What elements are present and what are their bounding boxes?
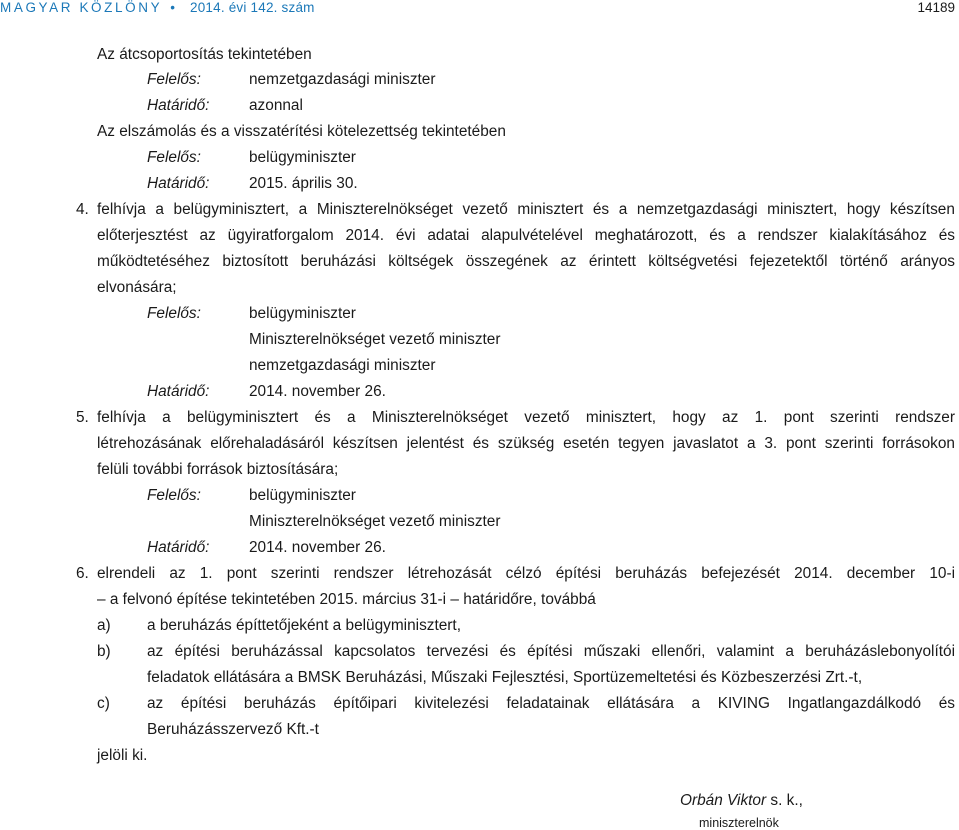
- page-header: [0, 0, 959, 24]
- item-number: 6.: [76, 565, 89, 582]
- responsible-value: belügyminiszter: [249, 487, 356, 504]
- journal-title: [0, 0, 315, 15]
- responsible-value: belügyminiszter: [249, 149, 356, 166]
- paragraph-line: létrehozásának előrehaladásáról készítsen jelentést és szükség esetén tegyen javaslatot a 3. pont szerinti forrásokon: [97, 435, 955, 452]
- sub-item-label: b): [97, 643, 111, 660]
- responsible-label: Felelős:: [147, 149, 201, 166]
- journal-name: MAGYAR KÖZLÖNY: [0, 0, 162, 15]
- paragraph-line: működtetéséhez biztosított beruházási költségek összegének az érintett költségvetési fejezetektől történő arányos: [97, 253, 955, 270]
- deadline-value: 2015. április 30.: [249, 175, 358, 192]
- paragraph-line: felüli további források biztosítására;: [97, 461, 339, 478]
- deadline-label: Határidő:: [147, 539, 210, 556]
- responsible-value: Miniszterelnökséget vezető miniszter: [249, 331, 501, 348]
- signatory-name: Orbán Viktor: [680, 792, 767, 809]
- paragraph-line: elrendeli az 1. pont szerinti rendszer létrehozását célzó építési beruházás befejezését 2014. december 10-i: [97, 565, 955, 582]
- sub-item-text: az építési beruházás építőipari kivitelezési feladatainak ellátására a KIVING Ingatlangazdálkodó és: [147, 695, 955, 712]
- deadline-value: 2014. november 26.: [249, 383, 386, 400]
- heading-regrouping: Az átcsoportosítás tekintetében: [97, 46, 312, 63]
- paragraph-line: elvonására;: [97, 279, 177, 296]
- sub-item-text: feladatok ellátására a BMSK Beruházási, Műszaki Fejlesztési, Sportüzemeltetési és Közbeszerzési Zrt.-t,: [147, 669, 863, 686]
- item-number: 5.: [76, 409, 89, 426]
- paragraph-line: felhívja a belügyminisztert, a Miniszterelnökséget vezető minisztert és a nemzetgazdasági minisztert, hogy készítsen: [97, 201, 955, 218]
- sub-item-label: a): [97, 617, 111, 634]
- deadline-label: Határidő:: [147, 383, 210, 400]
- responsible-value: nemzetgazdasági miniszter: [249, 71, 436, 88]
- sub-item-label: c): [97, 695, 110, 712]
- signature-block: [680, 792, 803, 810]
- heading-settlement: Az elszámolás és a visszatérítési kötelezettség tekintetében: [97, 123, 506, 140]
- sub-item-text: a beruházás építtetőjeként a belügyminisztert,: [147, 617, 461, 634]
- paragraph-line: felhívja a belügyminisztert és a Miniszterelnökséget vezető minisztert, hogy az 1. pont szerinti rendszer: [97, 409, 955, 426]
- responsible-label: Felelős:: [147, 71, 201, 88]
- closing-text: jelöli ki.: [97, 747, 148, 764]
- deadline-value: azonnal: [249, 97, 303, 114]
- deadline-label: Határidő:: [147, 175, 210, 192]
- paragraph-line: – a felvonó építése tekintetében 2015. március 31-i – határidőre, továbbá: [97, 591, 596, 608]
- journal-issue: 2014. évi 142. szám: [189, 0, 315, 15]
- item-number: 4.: [76, 201, 89, 218]
- responsible-value: nemzetgazdasági miniszter: [249, 357, 436, 374]
- deadline-label: Határidő:: [147, 97, 210, 114]
- sub-item-text: az építési beruházással kapcsolatos tervezési és építési műszaki ellenőri, valamint a beruházáslebonyolítói: [147, 643, 955, 660]
- deadline-value: 2014. november 26.: [249, 539, 386, 556]
- header-bullet: •: [170, 0, 178, 15]
- page-number: 14189: [917, 0, 955, 15]
- signatory-title: miniszterelnök: [699, 816, 779, 830]
- responsible-label: Felelős:: [147, 305, 201, 322]
- responsible-value: belügyminiszter: [249, 305, 356, 322]
- paragraph-line: előterjesztést az ügyiratforgalom 2014. évi adatai alapulvételével meghatározott, és a rendszer kialakításához és: [97, 227, 955, 244]
- sub-item-text: Beruházásszervező Kft.-t: [147, 721, 319, 738]
- signature-suffix: s. k.,: [766, 792, 803, 809]
- responsible-label: Felelős:: [147, 487, 201, 504]
- responsible-value: Miniszterelnökséget vezető miniszter: [249, 513, 501, 530]
